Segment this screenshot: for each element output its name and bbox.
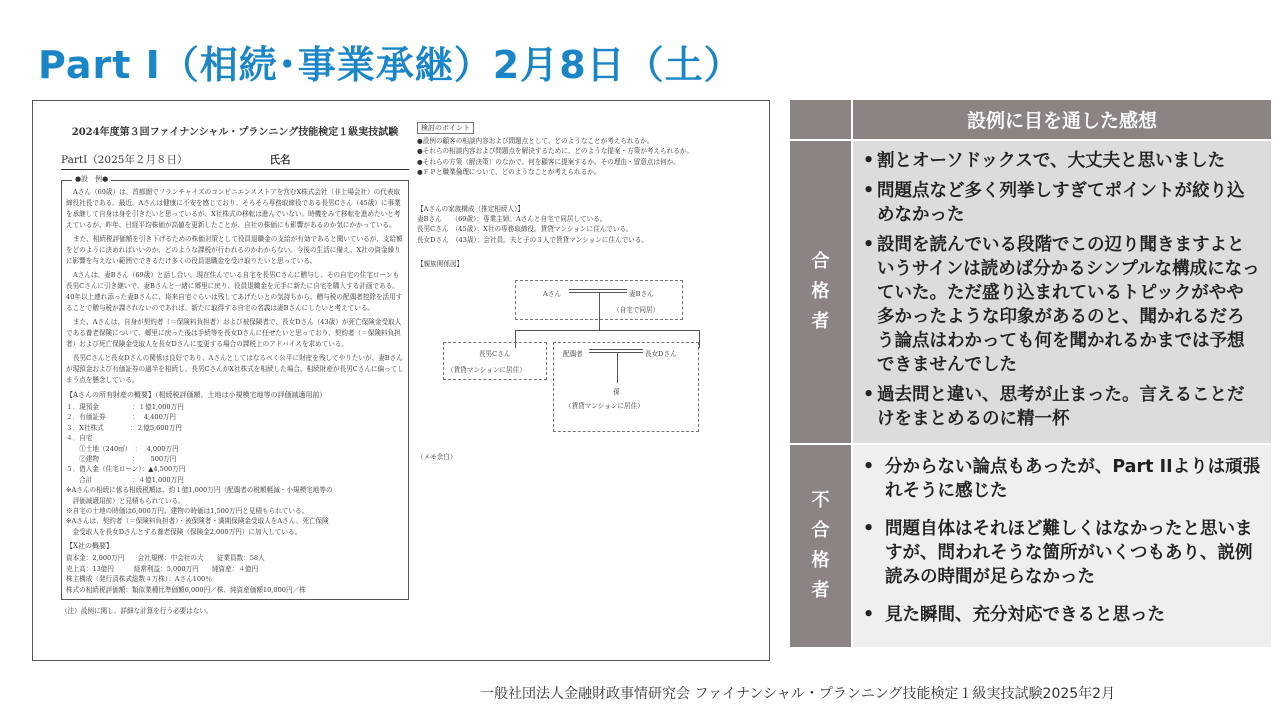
exam-footnote: （注）設例に関し、詳細な計算を行う必要はない。 xyxy=(61,606,213,615)
point-line: ●それらの相談内容および問題点を解決するために、どのような提案・方策が考えられるか。 xyxy=(417,147,694,156)
comment-text: 問題点など多く列挙しすぎてポイントが絞り込めなかった xyxy=(877,181,1245,225)
asset-line: ①土地（240㎡） ： 4,000万円 xyxy=(66,444,179,453)
passed-label-char: 合 xyxy=(811,251,830,272)
note-line: ※Aさんは、契約者（＝保険料負担者）・被保険者・満期保険金受取人をAさん、死亡保険 xyxy=(66,517,329,526)
comment-text: 過去問と違い、思考が止まった。言えることだけをまとめるのに精一杯 xyxy=(877,385,1245,429)
family-heading: 【Aさんの家族構成（推定相続人）】 xyxy=(417,204,524,213)
marriage-line xyxy=(569,289,627,290)
family-line: 妻Bさん （69歳）：専業主婦。Aさんと自宅で同居している。 xyxy=(417,215,607,224)
failed-comments xyxy=(852,444,1271,647)
header-corner xyxy=(790,100,852,140)
xsha-line: 株主構成（発行済株式総数４万株）：Aさん100％ xyxy=(66,575,212,584)
comment-item xyxy=(863,455,1261,503)
tree-line xyxy=(515,330,699,331)
comment-item xyxy=(863,603,1261,627)
bullet-icon: • xyxy=(863,181,875,201)
marriage-line xyxy=(589,349,643,350)
comment-item xyxy=(863,383,1261,431)
family-line: 長男Cさん （45歳）：X社の専務取締役。賃貸マンションに住んでいる。 xyxy=(417,225,633,234)
marriage-line xyxy=(569,292,627,293)
bullet-icon: • xyxy=(863,605,875,625)
failed-label-char: 合 xyxy=(811,520,830,541)
failed-label-char: 者 xyxy=(811,580,830,601)
exam-part: PartⅠ（2025年２月８日） xyxy=(61,154,188,166)
asset-line: ②建物 ： 500万円 xyxy=(66,455,177,464)
setsurei-label: ●設 例● xyxy=(72,174,111,184)
tree-d: 長女Dさん xyxy=(645,349,677,358)
comment-text: 見た瞬間、充分対応できると思った xyxy=(885,605,1165,625)
passed-label-char: 格 xyxy=(811,281,830,302)
exam-right-column xyxy=(417,115,757,462)
asset-line: ５．借入金（住宅ローン）：▲4,500万円 xyxy=(66,465,186,474)
points-label: 検討のポイント xyxy=(417,122,474,134)
bullet-icon: • xyxy=(863,151,875,171)
memo-label: （メモ余白） xyxy=(417,452,457,461)
passed-label xyxy=(790,140,852,444)
point-line: ●ＦＰと職業倫理について、どのようなことが考えられるか。 xyxy=(417,168,601,177)
comment-item xyxy=(863,179,1261,227)
point-line: ●設例の顧客の相談内容および問題点として、どのようなことが考えられるか。 xyxy=(417,137,654,145)
page-title: Part I（相続･事業承継）2月8日（土） xyxy=(38,43,743,87)
exam-paragraph: また、相続税評価額を引き下げるための株価対策として役員退職金の支給が有効であると聞いているが、支給額をどのように決めればいいのか、どのような課税が行われるのかわからない。今後の生活に備え、X社の資金繰りに影響を与えない範囲でできるだけ多くの役員退職金を受け取りたいと思っている。 xyxy=(66,235,403,265)
comment-text: 割とオーソドックスで、大丈夫と思いました xyxy=(877,151,1226,171)
note-line: 金受取人を長女Dさんとする養老保険（保険金2,000万円）に加入している。 xyxy=(66,527,302,536)
tree-b: 妻Bさん xyxy=(629,289,654,298)
failed-label-char: 格 xyxy=(811,550,830,571)
tree-c-note: （賃貸マンションに居住） xyxy=(447,365,526,374)
comment-text: 問題自体はそれほど難しくはなかったと思いますが、問われそうな箇所がいくつもあり、説例読みの時間が足らなかった xyxy=(885,519,1253,587)
exam-paragraph: また、Aさんは、自身が契約者（＝保険料負担者）および被保険者で、長女Dさん（43歳）が死亡保険金受取人である養老保険について、郷里に戻った後は手続等を長女Dさんに任せたいと思っており、契約者（＝保険料負担者）および死亡保険金受取人を長女Dさんに変更する場合の課税上のアドバイスを求めている。 xyxy=(66,318,402,348)
tree-home: （自宅で同居） xyxy=(613,305,660,314)
asset-line: ２．有価証券 ： 4,400万円 xyxy=(66,413,176,422)
comment-item xyxy=(863,233,1261,377)
comment-text: 設問を読んでいる段階でこの辺り聞きますよというサインは読めば分かるシンプルな構成になっていた。ただ盛り込まれているトピックがやや多かったような印象があるのと、聞かれるだろう論点はわかっても何を聞かれるかまでは予想できませんでした xyxy=(877,235,1260,375)
comment-item xyxy=(863,517,1261,589)
note-line: ※Aさんの相続に係る相続税額は、約１億1,000万円（配偶者の税額軽減・小規模宅地等の xyxy=(66,486,333,495)
exam-name-label: 氏名 xyxy=(269,154,291,166)
tree-heading: 【親族関係図】 xyxy=(417,260,464,269)
passed-comments xyxy=(852,140,1271,444)
xsha-line: 売上高：13億円 経常利益：5,000万円 純資産：４億円 xyxy=(66,564,259,573)
point-line: ●それらの方策（解決策）のなかで、何を顧客に提案するか。その理由・留意点は何か。 xyxy=(417,157,680,166)
marriage-line xyxy=(589,352,643,353)
exam-left-column xyxy=(61,123,409,616)
tree-c: 長男Cさん xyxy=(479,349,511,358)
tree-line xyxy=(699,330,700,348)
tree-line xyxy=(599,293,600,330)
asset-line: 合計 ：４億1,000万円 xyxy=(66,475,184,484)
asset-line: ４．自宅 xyxy=(66,434,93,443)
xsha-line: 株式の相続税評価額：類似業種比準価額6,000円／株、純資産価額10,000円／株 xyxy=(66,585,306,594)
exam-part-line xyxy=(61,152,409,170)
xsha-heading: 【X社の概要】 xyxy=(66,542,113,551)
comment-text: 分からない論点もあったが、Part IIよりは頑張れそうに感じた xyxy=(885,457,1261,501)
exam-paragraph: Aさんは、妻Bさん（69歳）と話し合い、現在住んでいる自宅を長男Cさんに贈与し、その自宅の住宅ローンも長男Cさんに引き継いで、妻Bさんと一緒に郷里に戻り、役員退職金を元手に新たに自宅を購入する計画である。40年以上連れ添った妻Bさんに、将来自宅ぐらいは残してあげたいとの気持ちから、贈与税の配偶者控除を活用することで贈与税が課されないのであれば、新たに取得する自宅の名義は妻Bさんにしたいと考えている。 xyxy=(66,271,403,312)
assets-heading: 【Aさんの所有財産の概要】（相続税評価額、土地は小規模宅地等の評価減適用前） xyxy=(66,391,327,399)
tree-spouse: 配偶者 xyxy=(563,349,583,358)
bullet-icon: • xyxy=(863,457,875,477)
exam-paragraph: 長男Cさんと長女Dさんの関係は良好であり、Aさんとしてはなるべく公平に財産を残してやりたいが、妻Bさんが現預金および有価証券の過半を相続し、長男CさんがX社株式を相続した場合、相続財産が長男Cさんに偏ってしまう点を懸念している。 xyxy=(66,354,404,384)
exam-document xyxy=(32,100,770,661)
xsha-line: 資本金：2,000万円 会社規模：中会社の大 従業員数：58人 xyxy=(66,554,265,563)
bullet-icon: • xyxy=(863,385,875,405)
note-line: ※自宅の土地の時価は6,000万円、建物の時価は1,500万円と見積もられている。 xyxy=(66,507,309,516)
family-tree-diagram xyxy=(417,276,757,426)
failed-label xyxy=(790,444,852,647)
impressions-header: 設例に目を通した感想 xyxy=(852,100,1271,140)
bullet-icon: • xyxy=(863,519,875,539)
source-footer: 一般社団法人金融財政事情研究会 ファイナンシャル・プランニング技能検定１級実技試験2025年2月 xyxy=(480,686,1116,702)
exam-heading: 2024年度第３回ファイナンシャル・プランニング技能検定１級実技試験 xyxy=(71,127,399,138)
family-line: 長女Dさん （43歳）：会社員。夫と子の３人で賃貸マンションに住んでいる。 xyxy=(417,235,648,244)
asset-line: １．現預金 ：１億1,000万円 xyxy=(66,403,184,411)
impressions-table xyxy=(790,100,1271,647)
comment-item xyxy=(863,149,1261,173)
passed-label-char: 者 xyxy=(811,311,830,332)
setsurei-box xyxy=(61,175,409,600)
tree-g-note: （賃貸マンションに居住） xyxy=(565,401,644,410)
exam-paragraph: Aさん（69歳）は、首都圏でフランチャイズのコンビニエンスストアを営むX株式会社（非上場会社）の代表取締役社長である。最近、Aさんは健康に不安を感じており、そろそろ専務取締役である長男Cさん（45歳）に事業を承継して自身は身を引きたいと思っているが、X社株式の移転は進んでいない。時機をみて移転を進めたいと考えているが、昨年、日経平均株価が高値を更新したことが、自社の株価にも影響があるのか気にかかっている。 xyxy=(66,188,401,229)
failed-label-char: 不 xyxy=(811,490,830,511)
note-line: 評価減適用前）と見積もられている。 xyxy=(66,496,185,505)
asset-line: ３．X社株式 ：２億5,600万円 xyxy=(66,423,182,432)
tree-line xyxy=(617,353,618,383)
tree-grandchild: 孫 xyxy=(613,387,620,396)
bullet-icon: • xyxy=(863,235,875,255)
tree-a: Aさん xyxy=(543,289,561,298)
